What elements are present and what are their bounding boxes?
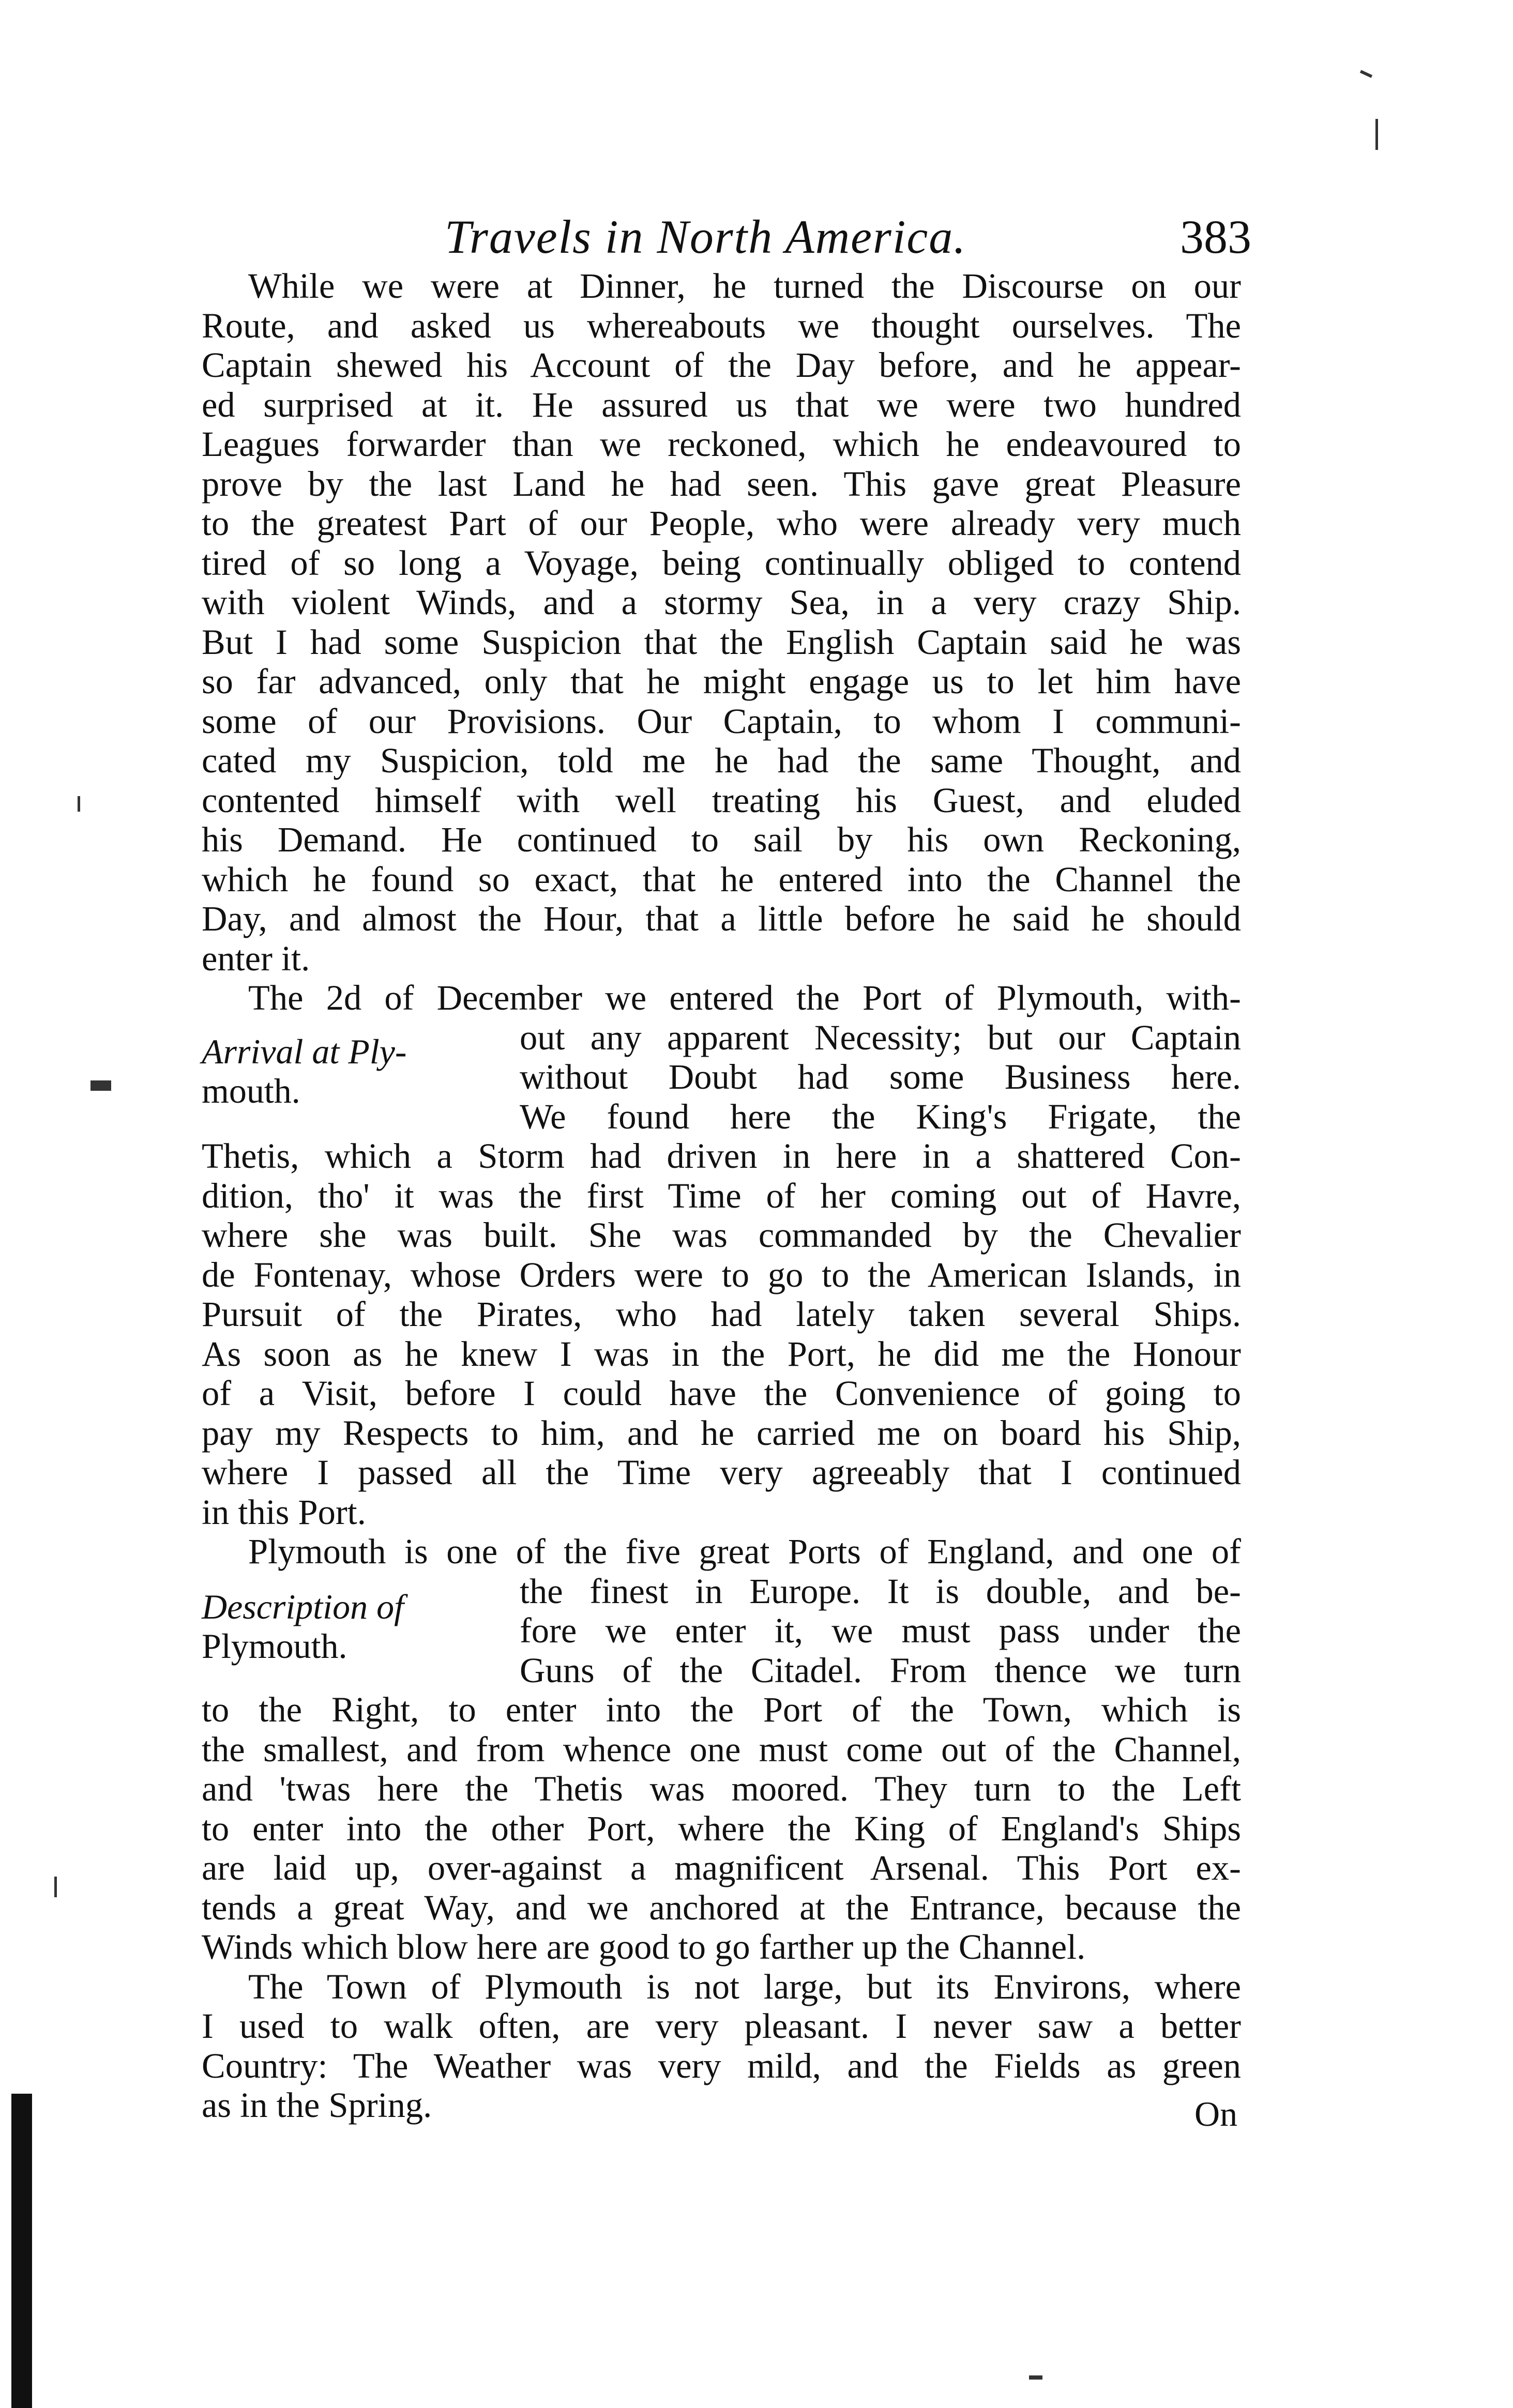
text-line: to enter into the other Port, where the King of England's Ships	[202, 1808, 1241, 1848]
text-line: some of our Provisions. Our Captain, to whom I communi-	[202, 701, 1241, 741]
text-line: Plymouth is one of the five great Ports of England, and one of	[248, 1532, 1241, 1571]
text-line: in this Port.	[202, 1492, 366, 1532]
text-line: Leagues forwarder than we reckoned, which he endeavoured to	[202, 424, 1241, 464]
text-line: fore we enter it, we must pass under the	[520, 1611, 1241, 1650]
text-line: prove by the last Land he had seen. This gave great Pleasure	[202, 464, 1241, 504]
margin-note-line: Arrival at Ply-	[202, 1032, 407, 1071]
text-line: are laid up, over-against a magnificent Arsenal. This Port ex-	[202, 1848, 1241, 1887]
text-line: enter it.	[202, 938, 310, 978]
text-line: de Fontenay, whose Orders were to go to the American Islands, in	[202, 1255, 1241, 1294]
text-line: Country: The Weather was very mild, and the Fields as green	[202, 2046, 1241, 2085]
text-line: the smallest, and from whence one must come out of the Channel,	[202, 1729, 1241, 1769]
scan-speck	[90, 1080, 111, 1091]
catchword: On	[1194, 2094, 1238, 2133]
text-line: I used to walk often, are very pleasant. I never saw a better	[202, 2006, 1241, 2046]
text-line: Captain shewed his Account of the Day before, and he appear-	[202, 345, 1241, 385]
paragraph-4	[202, 1967, 1241, 2125]
text-line: out any apparent Necessity; but our Captain	[520, 1017, 1241, 1057]
text-line: The 2d of December we entered the Port of Plymouth, with-	[248, 978, 1241, 1017]
text-line: Day, and almost the Hour, that a little before he said he should	[202, 899, 1241, 938]
text-line: where I passed all the Time very agreeably that I continued	[202, 1453, 1241, 1492]
scan-speck	[54, 1877, 57, 1897]
scan-speck	[1375, 119, 1378, 150]
text-line: to the greatest Part of our People, who were already very much	[202, 504, 1241, 543]
running-title: Travels in North America.	[445, 210, 967, 263]
text-line: tends a great Way, and we anchored at the Entrance, because the	[202, 1887, 1241, 1927]
margin-note-line: Plymouth.	[202, 1626, 347, 1666]
margin-note-line: mouth.	[202, 1071, 300, 1110]
scan-speck	[78, 796, 80, 812]
text-line: contented himself with well treating his Guest, and eluded	[202, 780, 1241, 820]
text-line: to the Right, to enter into the Port of the Town, which is	[202, 1690, 1241, 1729]
text-line: Guns of the Citadel. From thence we turn	[520, 1650, 1241, 1690]
text-line: pay my Respects to him, and he carried me on board his Ship,	[202, 1413, 1241, 1453]
text-line: which he found so exact, that he entered into the Channel the	[202, 859, 1241, 899]
text-line: Pursuit of the Pirates, who had lately taken several Ships.	[202, 1294, 1241, 1334]
text-line: We found here the King's Frigate, the	[520, 1096, 1241, 1136]
text-line: cated my Suspicion, told me he had the same Thought, and	[202, 741, 1241, 780]
text-line: The Town of Plymouth is not large, but its Environs, where	[248, 1967, 1241, 2006]
margin-note-description	[202, 1587, 404, 1666]
text-line: his Demand. He continued to sail by his own Reckoning,	[202, 820, 1241, 859]
margin-note-line: Description of	[202, 1587, 404, 1626]
text-line: with violent Winds, and a stormy Sea, in a very crazy Ship.	[202, 583, 1241, 622]
scan-speck	[1029, 2375, 1042, 2380]
text-line: While we were at Dinner, he turned the Discourse on our	[248, 266, 1241, 306]
text-line: As soon as he knew I was in the Port, he did me the Honour	[202, 1334, 1241, 1374]
text-line: tired of so long a Voyage, being continually obliged to contend	[202, 543, 1241, 583]
page-header	[445, 209, 1251, 266]
text-line: and 'twas here the Thetis was moored. They turn to the Left	[202, 1769, 1241, 1808]
scan-speck	[1360, 70, 1372, 78]
text-line: where she was built. She was commanded by the Chevalier	[202, 1215, 1241, 1255]
text-line: of a Visit, before I could have the Convenience of going to	[202, 1374, 1241, 1413]
text-line: Thetis, which a Storm had driven in here in a shattered Con-	[202, 1136, 1241, 1176]
text-line: so far advanced, only that he might engage us to let him have	[202, 662, 1241, 701]
page-number: 383	[1180, 210, 1251, 263]
text-line: ed surprised at it. He assured us that we were two hundred	[202, 385, 1241, 424]
text-line: But I had some Suspicion that the English Captain said he was	[202, 622, 1241, 662]
paragraph-1	[202, 266, 1241, 978]
text-line: Route, and asked us whereabouts we thought ourselves. The	[202, 306, 1241, 345]
text-line: without Doubt had some Business here.	[520, 1057, 1241, 1096]
text-line: the finest in Europe. It is double, and be-	[520, 1571, 1241, 1611]
scan-edge-bar	[11, 2094, 32, 2408]
text-line: dition, tho' it was the first Time of her coming out of Havre,	[202, 1176, 1241, 1215]
text-line: as in the Spring.	[202, 2085, 432, 2125]
margin-note-arrival	[202, 1032, 407, 1110]
text-line: Winds which blow here are good to go farther up the Channel.	[202, 1927, 1086, 1967]
body-text	[202, 266, 1241, 2125]
